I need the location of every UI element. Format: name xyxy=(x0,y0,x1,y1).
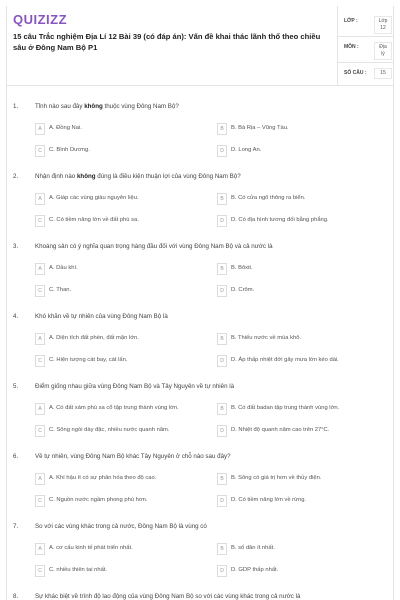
option-letter: A xyxy=(35,543,45,555)
option-text: D. Có địa hình tương đối bằng phẳng. xyxy=(231,217,329,223)
option-text: B. Có đất badan tập trung thành vùng lớn. xyxy=(231,405,340,411)
question-number: 8. xyxy=(13,593,19,600)
option-letter: A xyxy=(35,123,45,135)
option-text: C. Bình Dương. xyxy=(49,147,90,153)
option-text: C. Nguồn nước ngầm phong phú hơn. xyxy=(49,497,148,503)
meta-divider xyxy=(338,62,394,63)
question-number: 4. xyxy=(13,313,19,320)
question-text: Nhận định nào không đúng là điều kiện thuận lợi của vùng Đông Nam Bộ? xyxy=(35,173,241,180)
option-letter: B xyxy=(217,333,227,345)
option-text: A. Có đất xám phù sa cổ tập trung thành vùng lớn. xyxy=(49,405,179,411)
option-letter: C xyxy=(35,145,45,157)
meta-label-subject: MÔN : xyxy=(344,44,359,50)
option-letter: C xyxy=(35,215,45,227)
question-text: Về tự nhiên, vùng Đông Nam Bộ khác Tây Nguyên ở chỗ nào sau đây? xyxy=(35,453,231,460)
option-text: C. Hiện tượng cát bay, cát lấn. xyxy=(49,357,128,363)
option-text: D. Nhiệt độ quanh năm cao trên 27°C. xyxy=(231,427,330,433)
option-letter: B xyxy=(217,193,227,205)
option-text: C. nhiều thiên tai nhất. xyxy=(49,567,108,573)
option-text: A. Khí hậu ít có sự phân hóa theo độ cao. xyxy=(49,475,157,481)
option-letter: A xyxy=(35,403,45,415)
option-letter: B xyxy=(217,263,227,275)
option-letter: A xyxy=(35,263,45,275)
quiz-meta-box xyxy=(337,6,394,86)
option-text: D. Áp thấp nhiệt đới gây mưa lớn kéo dài. xyxy=(231,357,339,363)
option-text: C. Sông ngòi dày đặc, nhiều nước quanh năm. xyxy=(49,427,170,433)
option-letter: A xyxy=(35,193,45,205)
meta-value-class: Lớp 12 xyxy=(374,16,392,34)
question-number: 1. xyxy=(13,103,19,110)
question-text: So với các vùng khác trong cả nước, Đông Nam Bộ là vùng có xyxy=(35,523,207,530)
quiz-page xyxy=(6,6,394,600)
option-letter: C xyxy=(35,565,45,577)
option-text: B. Bôxit. xyxy=(231,265,253,271)
question-text: Khoáng sản có ý nghĩa quan trọng hàng đầu đối với vùng Đông Nam Bộ và cả nước là xyxy=(35,243,273,250)
option-letter: D xyxy=(217,145,227,157)
option-letter: C xyxy=(35,495,45,507)
option-letter: C xyxy=(35,285,45,297)
question-text: Khó khăn về tự nhiên của vùng Đông Nam Bộ là xyxy=(35,313,168,320)
option-letter: D xyxy=(217,565,227,577)
question-text: Tỉnh nào sau đây không thuộc vùng Đông Nam Bộ? xyxy=(35,103,179,110)
option-letter: D xyxy=(217,355,227,367)
question-number: 6. xyxy=(13,453,19,460)
quizizz-logo: QUIZIZZ xyxy=(13,12,68,27)
option-text: A. Đồng Nai. xyxy=(49,125,82,131)
option-letter: B xyxy=(217,123,227,135)
option-text: B. Thiếu nước về mùa khô. xyxy=(231,335,302,341)
option-text: B. số dân ít nhất. xyxy=(231,545,275,551)
quiz-header xyxy=(7,6,393,86)
question-number: 7. xyxy=(13,523,19,530)
option-letter: A xyxy=(35,473,45,485)
option-letter: B xyxy=(217,473,227,485)
option-letter: C xyxy=(35,425,45,437)
question-number: 3. xyxy=(13,243,19,250)
meta-divider xyxy=(338,36,394,37)
option-text: B. Bà Rịa – Vũng Tàu. xyxy=(231,125,289,131)
option-text: D. Long An. xyxy=(231,147,262,153)
meta-label-count: SỐ CÂU : xyxy=(344,70,367,76)
option-letter: D xyxy=(217,425,227,437)
option-text: A. Giáp các vùng giàu nguyên liệu. xyxy=(49,195,139,201)
meta-value-subject: Địa lý xyxy=(374,42,392,60)
option-letter: C xyxy=(35,355,45,367)
question-number: 2. xyxy=(13,173,19,180)
option-text: D. Crôm. xyxy=(231,287,255,293)
option-text: A. cơ cấu kinh tế phát triển nhất. xyxy=(49,545,133,551)
option-text: B. Có cửa ngõ thông ra biển. xyxy=(231,195,306,201)
option-text: C. Than. xyxy=(49,287,72,293)
option-letter: B xyxy=(217,543,227,555)
meta-value-count: 15 xyxy=(374,68,392,79)
question-text: Điểm giống nhau giữa vùng Đông Nam Bộ và Tây Nguyên về tự nhiên là xyxy=(35,383,235,390)
meta-label-class: LỚP : xyxy=(344,18,358,24)
option-letter: D xyxy=(217,215,227,227)
option-text: B. Sông có giá trị hơn về thủy điện. xyxy=(231,475,322,481)
option-text: D. GDP thấp nhất. xyxy=(231,567,279,573)
option-text: A. Dầu khí. xyxy=(49,265,78,271)
option-text: A. Diện tích đất phèn, đất mặn lớn. xyxy=(49,335,139,341)
option-letter: B xyxy=(217,403,227,415)
option-text: C. Có tiềm năng lớn về đất phù sa. xyxy=(49,217,139,223)
option-letter: D xyxy=(217,495,227,507)
option-letter: A xyxy=(35,333,45,345)
question-number: 5. xyxy=(13,383,19,390)
option-text: D. Có tiềm năng lớn về rừng. xyxy=(231,497,307,503)
question-text: Sự khác biệt về trình độ lao động của vùng Đông Nam Bộ so với các vùng khác trong cả nước là xyxy=(35,593,301,600)
option-letter: D xyxy=(217,285,227,297)
quiz-title: 15 câu Trắc nghiệm Địa Lí 12 Bài 39 (có đáp án): Vấn đề khai thác lãnh thổ theo chiều sâu ở Đông Nam Bộ P1 xyxy=(13,32,321,52)
